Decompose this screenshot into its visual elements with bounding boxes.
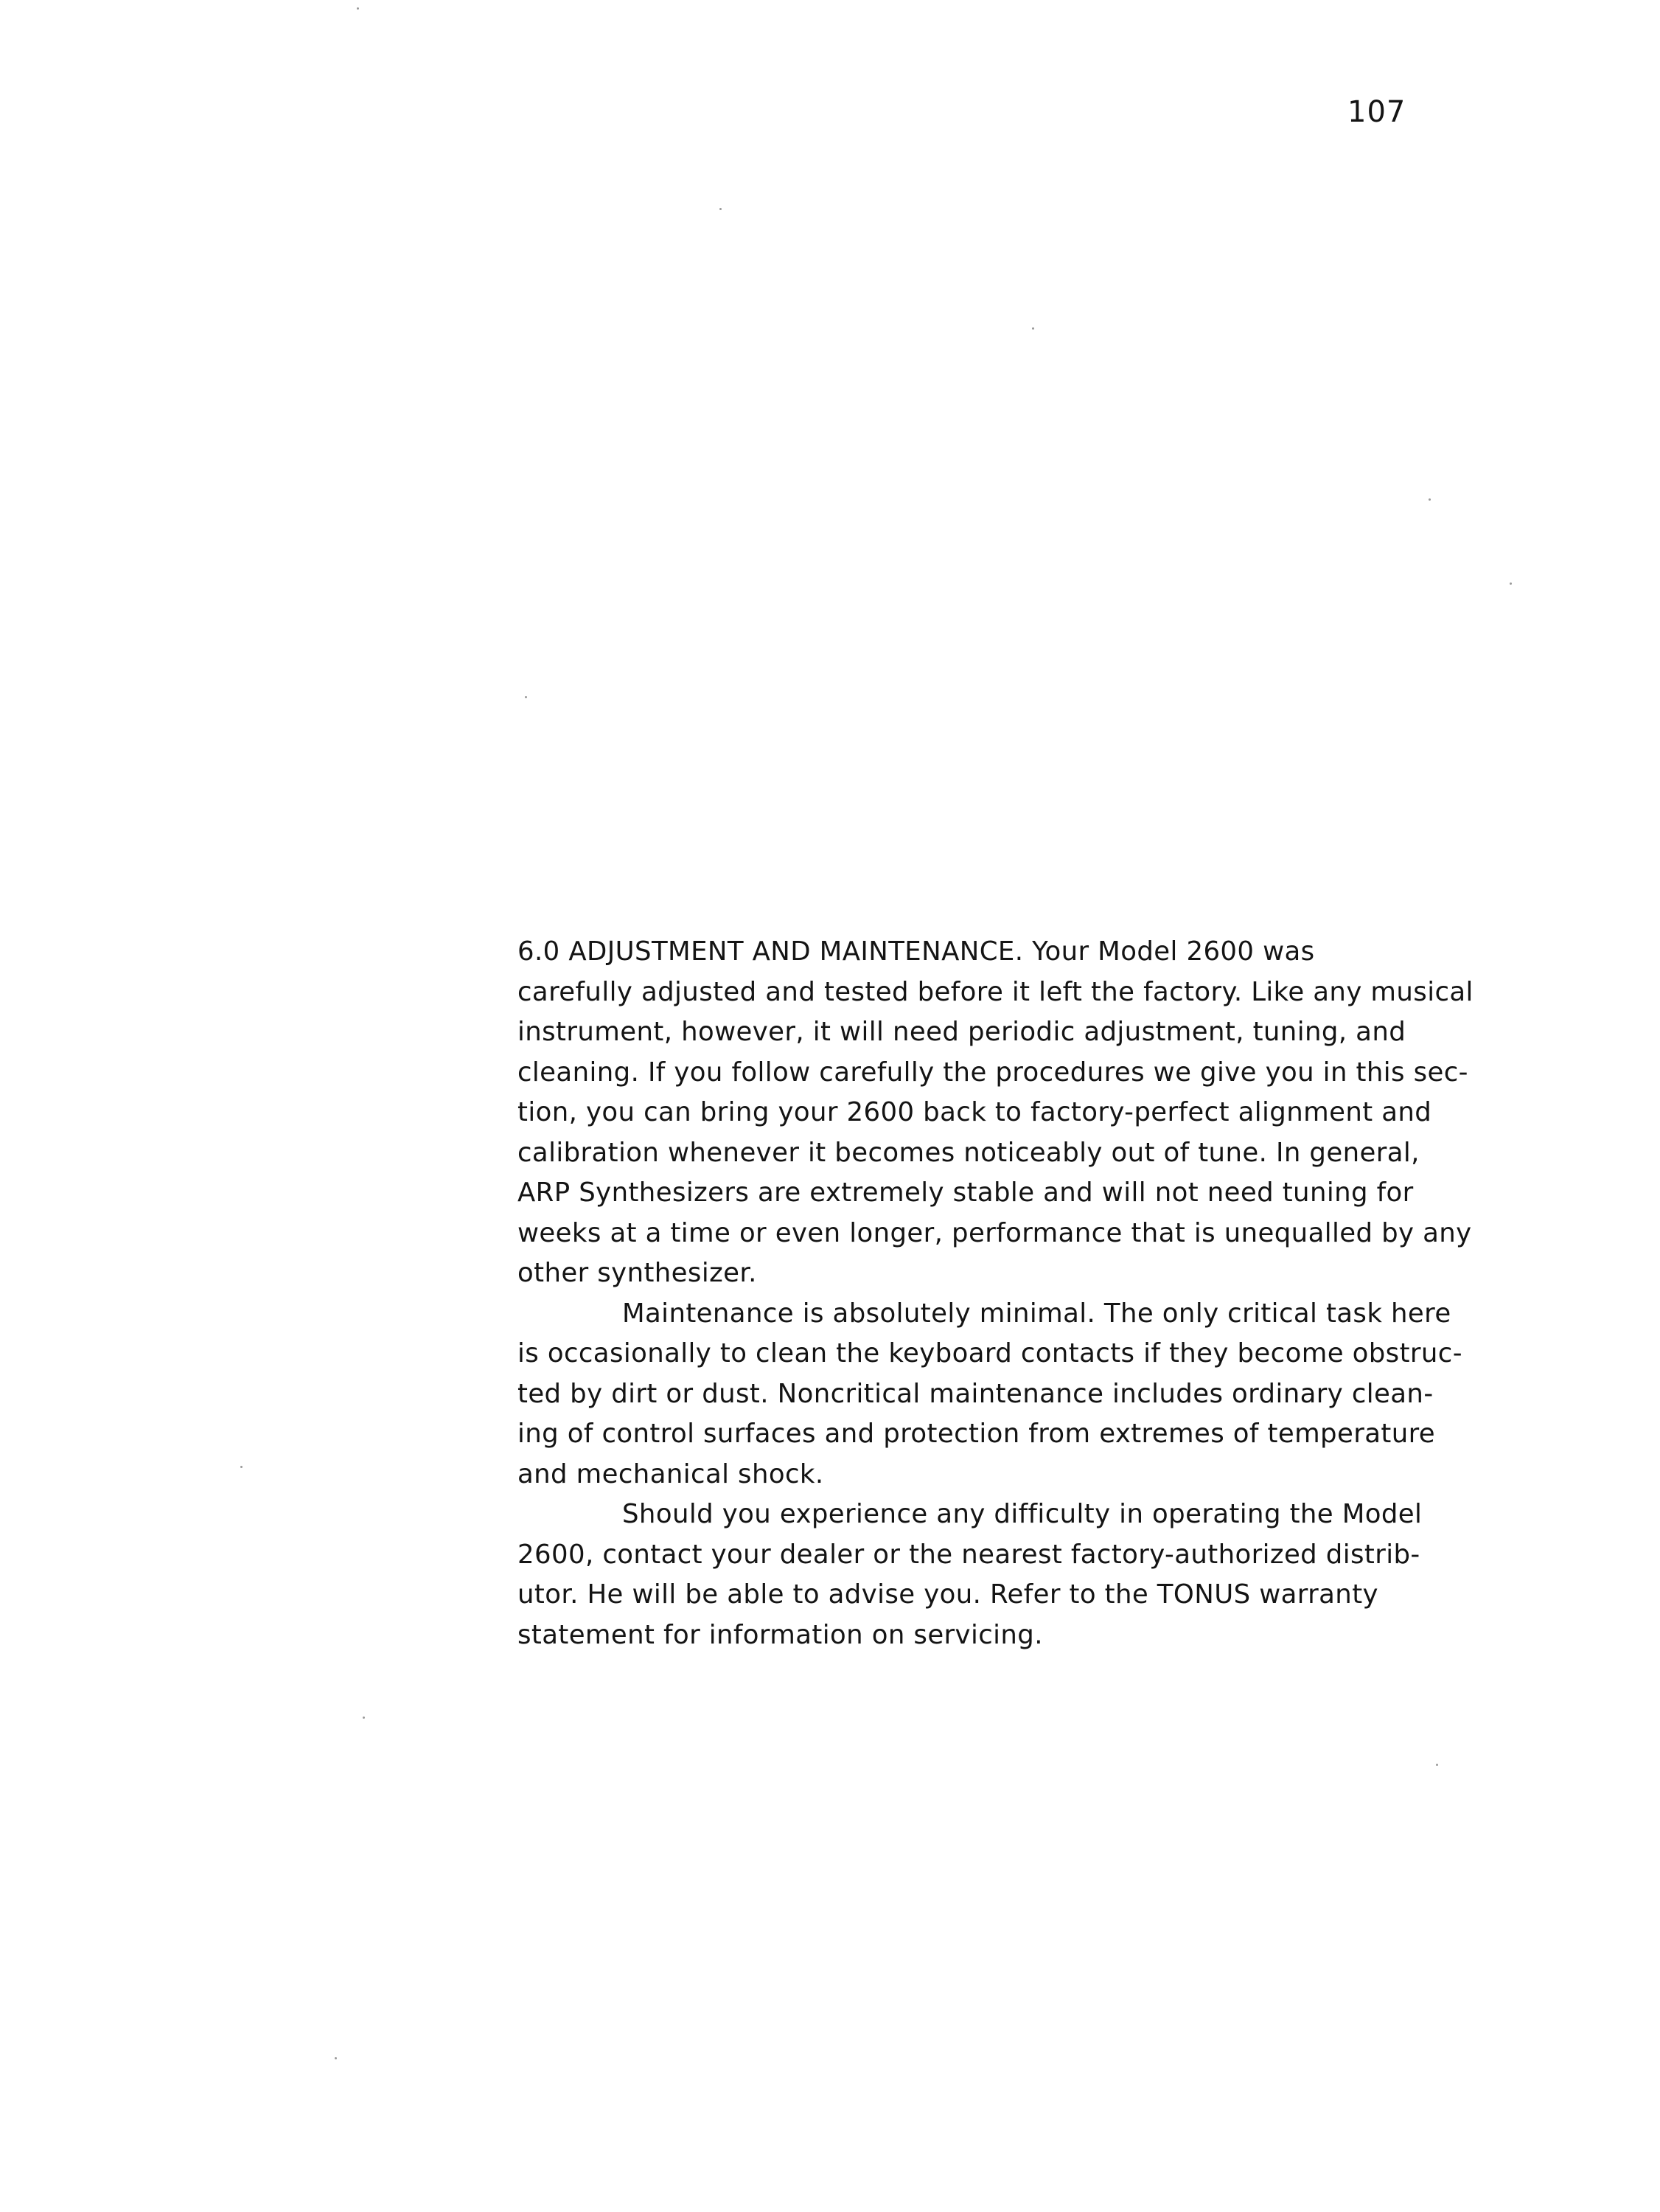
scan-speck [335,2057,337,2059]
scan-speck [240,1466,243,1468]
paragraph-maintenance [517,1294,1462,1495]
text-line: statement for information on servicing. [517,1619,1043,1650]
text-line: weeks at a time or even longer, performance that is unequalled by any [517,1217,1472,1248]
text-line: is occasionally to clean the keyboard contacts if they become obstruc- [517,1338,1462,1368]
text-line: other synthesizer. [517,1258,757,1288]
paragraph-intro [517,932,1474,1294]
scan-speck [363,1717,365,1719]
text-line: utor. He will be able to advise you. Refer to the TONUS warranty [517,1579,1378,1610]
page-number: 107 [1347,95,1406,129]
scan-speck [719,208,722,210]
text-line: 6.0 ADJUSTMENT AND MAINTENANCE. Your Model 2600 was [517,936,1315,967]
text-line: Should you experience any difficulty in operating the Model [622,1499,1423,1529]
text-line: ARP Synthesizers are extremely stable and will not need tuning for [517,1178,1414,1208]
text-line: ted by dirt or dust. Noncritical maintenance includes ordinary clean- [517,1378,1434,1409]
section-adjustment-and-maintenance [517,932,1474,1655]
text-line: calibration whenever it becomes noticeably out of tune. In general, [517,1137,1420,1168]
text-line: Maintenance is absolutely minimal. The only critical task here [622,1298,1451,1329]
text-line: carefully adjusted and tested before it left the factory. Like any musical [517,976,1474,1007]
text-line: tion, you can bring your 2600 back to factory-perfect alignment and [517,1097,1432,1127]
text-line: and mechanical shock. [517,1458,824,1489]
text-line: 2600, contact your dealer or the nearest factory-authorized distrib- [517,1539,1420,1570]
paragraph-service [517,1495,1431,1655]
text-line: instrument, however, it will need periodic adjustment, tuning, and [517,1017,1406,1047]
scan-speck [1429,498,1431,501]
text-line: cleaning. If you follow carefully the procedures we give you in this sec- [517,1057,1468,1088]
scan-speck [357,7,359,10]
text-line: ing of control surfaces and protection from extremes of temperature [517,1419,1436,1449]
scan-speck [525,696,527,698]
scan-speck [1032,327,1034,330]
scan-speck [1510,582,1512,585]
scan-speck [1436,1764,1438,1766]
